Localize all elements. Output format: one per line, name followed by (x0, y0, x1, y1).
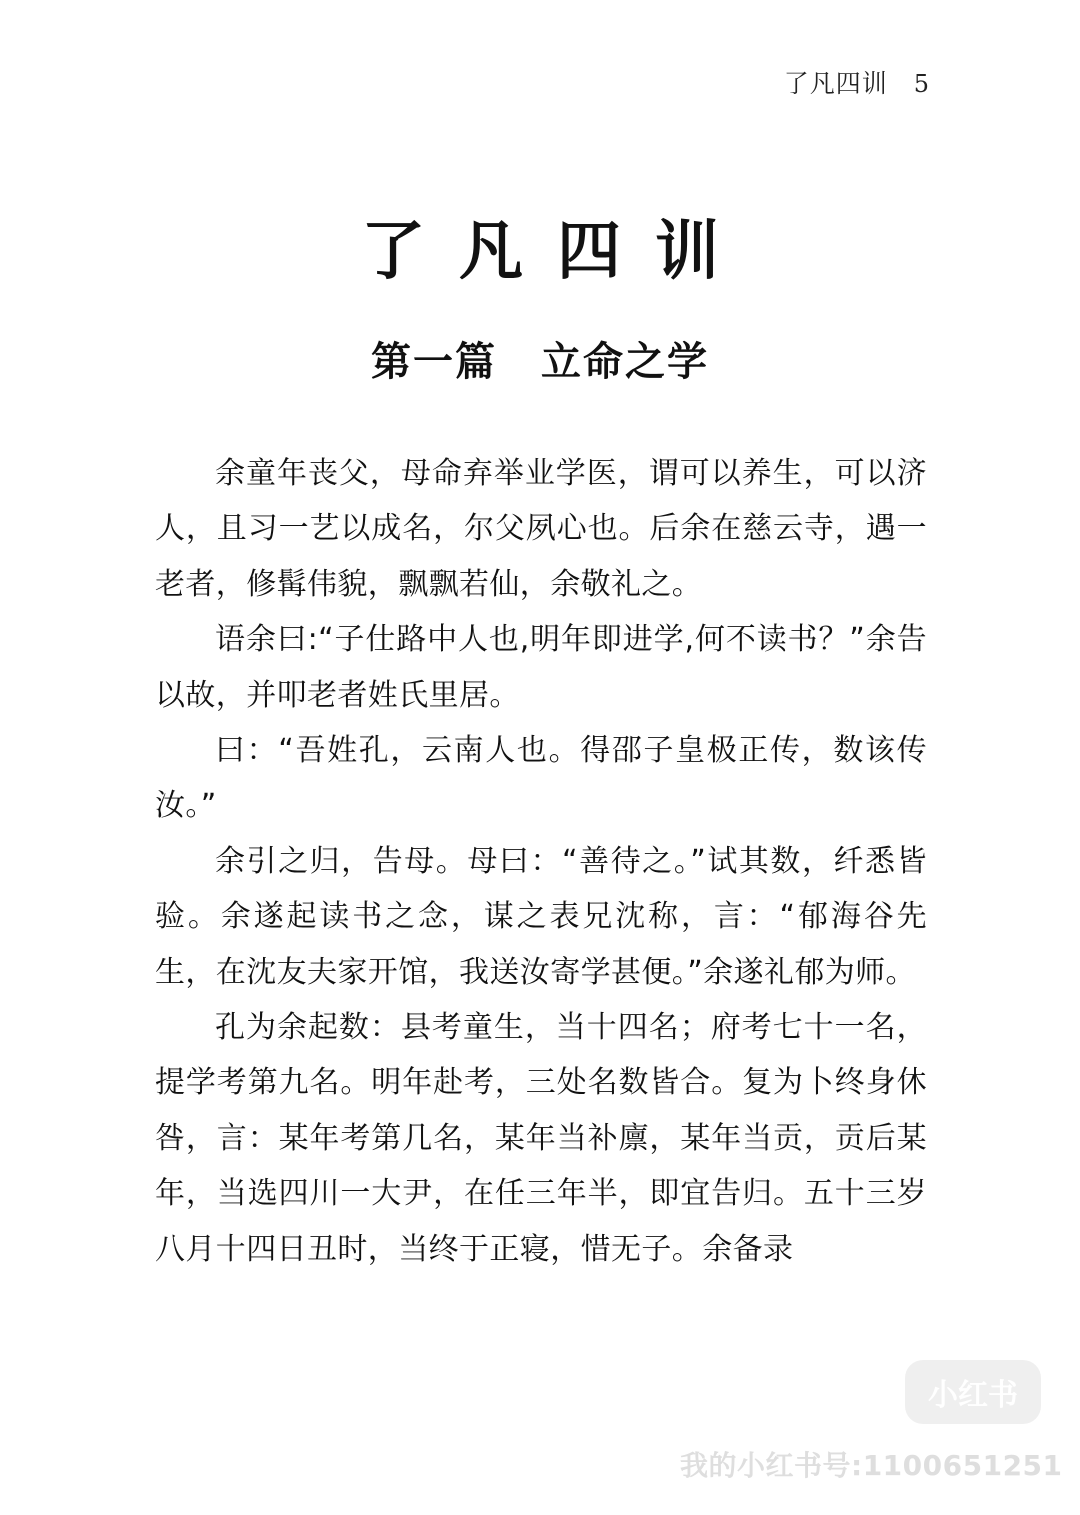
running-header (784, 64, 930, 100)
chapter-name: 立命之学 (541, 338, 709, 385)
watermark-account-id: 我的小红书号:1100651251 (680, 1449, 1063, 1482)
paragraph: 余童年丧父，母命弃举业学医，谓可以养生，可以济人，且习一艺以成名，尔父夙心也。后余在慈云寺，遇一老者，修髯伟貌，飘飘若仙，余敬礼之。 (155, 456, 927, 602)
paragraph: 语余曰:“子仕路中人也,明年即进学,何不读书？”余告以故，并叩老者姓氏里居。 (155, 622, 927, 713)
paragraph: 曰：“吾姓孔，云南人也。得邵子皇极正传，数该传汝。” (155, 733, 927, 824)
paragraph: 余引之归，告母。母曰：“善待之。”试其数，纤悉皆验。余遂起读书之念，谋之表兄沈称，言：“郁海谷先生，在沈友夫家开馆，我送汝寄学甚便。”余遂礼郁为师。 (155, 843, 927, 990)
chapter-title (0, 330, 1080, 387)
book-title: 了凡四训 (361, 214, 753, 289)
paragraph: 孔为余起数：县考童生，当十四名；府考七十一名，提学考第九名。明年赴考，三处名数皆合。复为卜终身休咎，言：某年考第几名，某年当补廪，某年当贡，贡后某年，当选四川一大尹，在任三年半，即宜告归。五十三岁八月十四日丑时，当终于正寝，惜无子。余备录 (155, 1010, 927, 1267)
chapter-number: 第一篇 (371, 338, 497, 385)
body-text (155, 446, 927, 1277)
page-number: 5 (913, 70, 930, 98)
watermark-logo: 小红书 (905, 1360, 1041, 1424)
running-title: 了凡四训 (783, 69, 888, 98)
